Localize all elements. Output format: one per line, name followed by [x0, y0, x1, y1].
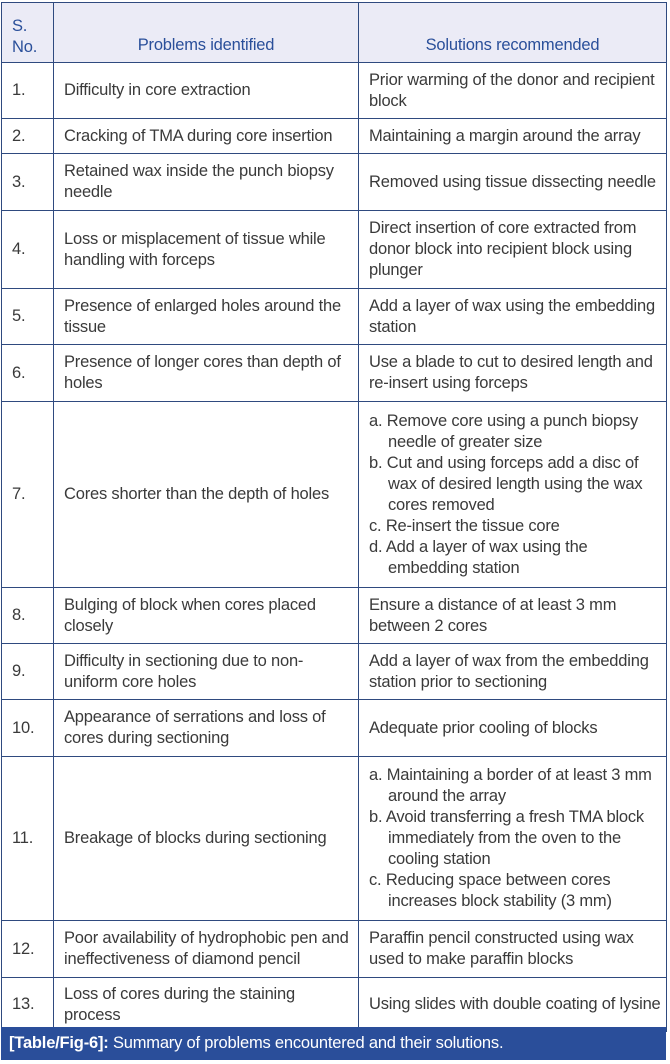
- table-row: [2, 289, 667, 345]
- table-caption: [1, 1027, 666, 1060]
- row-solution: [359, 757, 667, 921]
- row-serial-number: 13.: [2, 978, 54, 1032]
- row-problem: Cracking of TMA during core insertion: [54, 119, 359, 154]
- table-row: [2, 154, 667, 211]
- row-problem: Difficulty in core extraction: [54, 63, 359, 119]
- row-problem: Loss of cores during the staining process: [54, 978, 359, 1032]
- row-serial-number: 8.: [2, 588, 54, 644]
- table-body: [2, 63, 667, 1032]
- solution-step: a. Remove core using a punch biopsy needle of greater size: [369, 411, 639, 451]
- solution-step: c. Re-insert the tissue core: [369, 516, 560, 535]
- solution-step: b. Cut and using forceps add a disc of wax of desired length using the wax cores removed: [369, 453, 643, 514]
- table-row: [2, 588, 667, 644]
- solution-step: a. Maintaining a border of at least 3 mm around the array: [369, 766, 652, 805]
- header-solutions: Solutions recommended: [359, 3, 667, 63]
- row-serial-number: 10.: [2, 700, 54, 757]
- row-solution: Use a blade to cut to desired length and re-insert using forceps: [359, 345, 667, 402]
- table-row: [2, 345, 667, 402]
- header-sno-line1: S.: [12, 17, 28, 35]
- row-problem: Appearance of serrations and loss of cores during sectioning: [54, 700, 359, 757]
- row-solution: Prior warming of the donor and recipient block: [359, 63, 667, 119]
- row-solution: Removed using tissue dissecting needle: [359, 154, 667, 211]
- solution-step: c. Reducing space between cores increases block stability (3 mm): [369, 871, 612, 910]
- solution-step: b. Avoid transferring a fresh TMA block immediately from the oven to the cooling station: [369, 808, 644, 868]
- solution-step: d. Add a layer of wax using the embedding station: [369, 537, 588, 577]
- caption-label: [Table/Fig-6]:: [9, 1034, 109, 1052]
- row-solution: Ensure a distance of at least 3 mm between 2 cores: [359, 588, 667, 644]
- header-serial-number: [2, 3, 54, 63]
- caption-text: Summary of problems encountered and their solutions.: [112, 1034, 504, 1052]
- row-serial-number: 1.: [2, 63, 54, 119]
- table-row: [2, 978, 667, 1032]
- header-problems: Problems identified: [54, 3, 359, 63]
- row-solution: Direct insertion of core extracted from donor block into recipient block using plunger: [359, 211, 667, 289]
- row-problem: Bulging of block when cores placed closely: [54, 588, 359, 644]
- table-row: [2, 700, 667, 757]
- row-serial-number: 6.: [2, 345, 54, 402]
- row-problem: Poor availability of hydrophobic pen and ineffectiveness of diamond pencil: [54, 921, 359, 978]
- row-serial-number: 4.: [2, 211, 54, 289]
- row-problem: Presence of enlarged holes around the tissue: [54, 289, 359, 345]
- solution-steps-list: [369, 411, 662, 579]
- row-serial-number: 5.: [2, 289, 54, 345]
- row-problem: Presence of longer cores than depth of holes: [54, 345, 359, 402]
- table-row: [2, 644, 667, 700]
- table-row: [2, 921, 667, 978]
- row-serial-number: 11.: [2, 757, 54, 921]
- row-serial-number: 7.: [2, 402, 54, 588]
- table-header-row: [2, 3, 667, 63]
- row-solution: [359, 402, 667, 588]
- table-row: [2, 757, 667, 921]
- table-row: [2, 402, 667, 588]
- solution-steps-list: [369, 765, 662, 912]
- problems-solutions-table-container: [1, 2, 666, 1032]
- row-problem: Retained wax inside the punch biopsy needle: [54, 154, 359, 211]
- row-serial-number: 9.: [2, 644, 54, 700]
- row-serial-number: 3.: [2, 154, 54, 211]
- row-solution: Add a layer of wax from the embedding station prior to sectioning: [359, 644, 667, 700]
- table-row: [2, 63, 667, 119]
- header-sno-line2: No.: [12, 38, 38, 56]
- row-serial-number: 12.: [2, 921, 54, 978]
- row-solution: Paraffin pencil constructed using wax used to make paraffin blocks: [359, 921, 667, 978]
- row-solution: Add a layer of wax using the embedding station: [359, 289, 667, 345]
- row-problem: Difficulty in sectioning due to non-uniform core holes: [54, 644, 359, 700]
- table-row: [2, 211, 667, 289]
- row-solution: Maintaining a margin around the array: [359, 119, 667, 154]
- row-problem: Cores shorter than the depth of holes: [54, 402, 359, 588]
- table-row: [2, 119, 667, 154]
- row-solution: Adequate prior cooling of blocks: [359, 700, 667, 757]
- row-solution: Using slides with double coating of lysine: [359, 978, 667, 1032]
- row-problem: Loss or misplacement of tissue while handling with forceps: [54, 211, 359, 289]
- problems-solutions-table: [1, 2, 667, 1032]
- row-problem: Breakage of blocks during sectioning: [54, 757, 359, 921]
- row-serial-number: 2.: [2, 119, 54, 154]
